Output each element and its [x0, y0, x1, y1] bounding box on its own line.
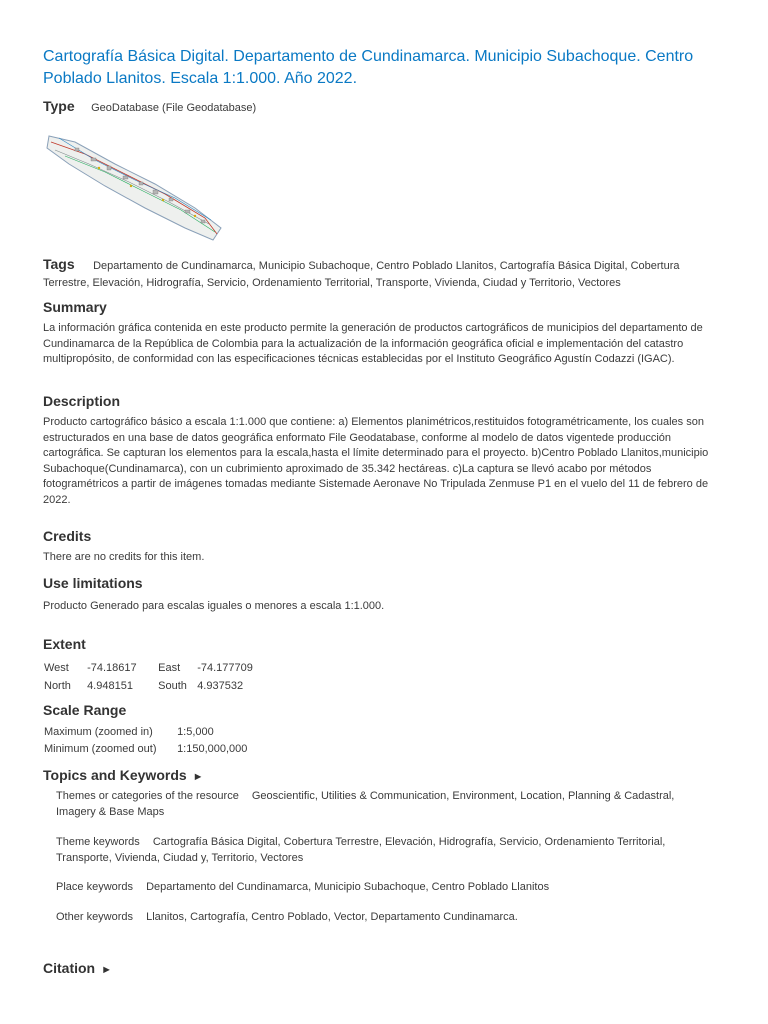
theme-keywords-label: Theme keywords [56, 836, 140, 848]
place-keywords-row [56, 880, 716, 896]
description-heading: Description [43, 393, 121, 409]
east-label: East [158, 662, 181, 674]
map-thumbnail [45, 124, 227, 246]
use-limitations-heading: Use limitations [43, 575, 143, 591]
scale-min-value: 1:150,000,000 [177, 743, 248, 755]
summary-heading: Summary [43, 299, 107, 315]
other-keywords-value: Llanitos, Cartografía, Centro Poblado, Vector, Departamento Cundinamarca. [146, 911, 518, 923]
other-keywords-row [56, 910, 716, 926]
themes-label: Themes or categories of the resource [56, 790, 239, 802]
south-value: 4.937532 [197, 680, 244, 692]
theme-keywords-value: Cartografía Básica Digital, Cobertura Terrestre, Elevación, Hidrografía, Servicio, Ordenamiento Territorial, Transporte, Vivienda, Ciudad y, Territorio, Vectores [56, 836, 666, 864]
summary-text: La información gráfica contenida en este producto permite la generación de productos cartográficos de municipios del departamento de Cundinamarca de la República de Colombia para la actualización de la información geográfica oficial e implementación del catastro multipropósito, de conformidad con las especificaciones técnicas establecidas por el Instituto Geográfico Agustín Codazzi (IGAC). [43, 322, 703, 366]
scale-range-grid [44, 724, 247, 758]
east-value: -74.177709 [197, 662, 253, 674]
scale-range-heading: Scale Range [43, 702, 127, 718]
north-label: North [44, 680, 71, 692]
scale-min-label: Minimum (zoomed out) [44, 743, 157, 755]
item-title: Cartografía Básica Digital. Departamento de Cundinamarca. Municipio Subachoque. Centro Poblado Llanitos. Escala 1:1.000. Año 2022. [43, 48, 694, 87]
type-label: Type [43, 98, 75, 114]
topics-heading: Topics and Keywords [43, 767, 187, 783]
citation-heading: Citation [43, 960, 96, 976]
expand-arrow-icon: ► [192, 771, 204, 783]
extent-heading: Extent [43, 636, 86, 652]
other-keywords-label: Other keywords [56, 911, 134, 923]
west-label: West [44, 662, 69, 674]
north-value: 4.948151 [87, 680, 133, 692]
place-keywords-label: Place keywords [56, 881, 134, 893]
themes-row [56, 789, 716, 820]
tags-value: Departamento de Cundinamarca, Municipio Subachoque, Centro Poblado Llanitos, Cartografía Básica Digital, Cobertura Terrestre, Elevación, Hidrografía, Servicio, Ordenamiento Territorial, Transporte, Vivienda, Ciudad y Territorio, Vectores [43, 260, 680, 289]
description-text: Producto cartográfico básico a escala 1:1.000 que contiene: a) Elementos planimétricos,restituidos fotogramétricamente, los cuales son estructurados en una base de datos geográfica enformato File Geodatabase, conforme al modelo de datos vigentede producción cartográfica. Se capturan los elementos para la escala,hasta el límite determinado para el proyecto. b)Centro Poblado Llanitos,municipio Subachoque(Cundinamarca), con un cubrimiento aproximado de 35.342 hectáreas. c)La captura se llevó acabo por métodos fotogramétricos a partir de imágenes tomadas mediante Sistemade Aeronave No Tripulada Zenmuse P1 en el vuelo del 11 de febrero de 2022. [43, 416, 709, 506]
extent-grid [44, 659, 253, 695]
credits-text: There are no credits for this item. [43, 551, 205, 563]
citation-toggle[interactable] [43, 960, 112, 976]
west-value: -74.18617 [87, 662, 137, 674]
scale-max-label: Maximum (zoomed in) [44, 726, 153, 738]
theme-keywords-row [56, 835, 716, 866]
type-value: GeoDatabase (File Geodatabase) [91, 102, 257, 114]
use-limitations-text: Producto Generado para escalas iguales o menores a escala 1:1.000. [43, 600, 385, 612]
type-row [43, 98, 256, 116]
scale-max-value: 1:5,000 [177, 726, 214, 738]
themes-value: Geoscientific, Utilities & Communication, Environment, Location, Planning & Cadastral, Imagery & Base Maps [56, 790, 675, 818]
tags-row [43, 256, 723, 291]
south-label: South [158, 680, 187, 692]
tags-label: Tags [43, 256, 75, 272]
topics-keywords-toggle[interactable] [43, 767, 204, 783]
place-keywords-value: Departamento del Cundinamarca, Municipio Subachoque, Centro Poblado Llanitos [146, 881, 550, 893]
citation-expand-arrow-icon: ► [101, 964, 112, 976]
credits-heading: Credits [43, 528, 92, 544]
